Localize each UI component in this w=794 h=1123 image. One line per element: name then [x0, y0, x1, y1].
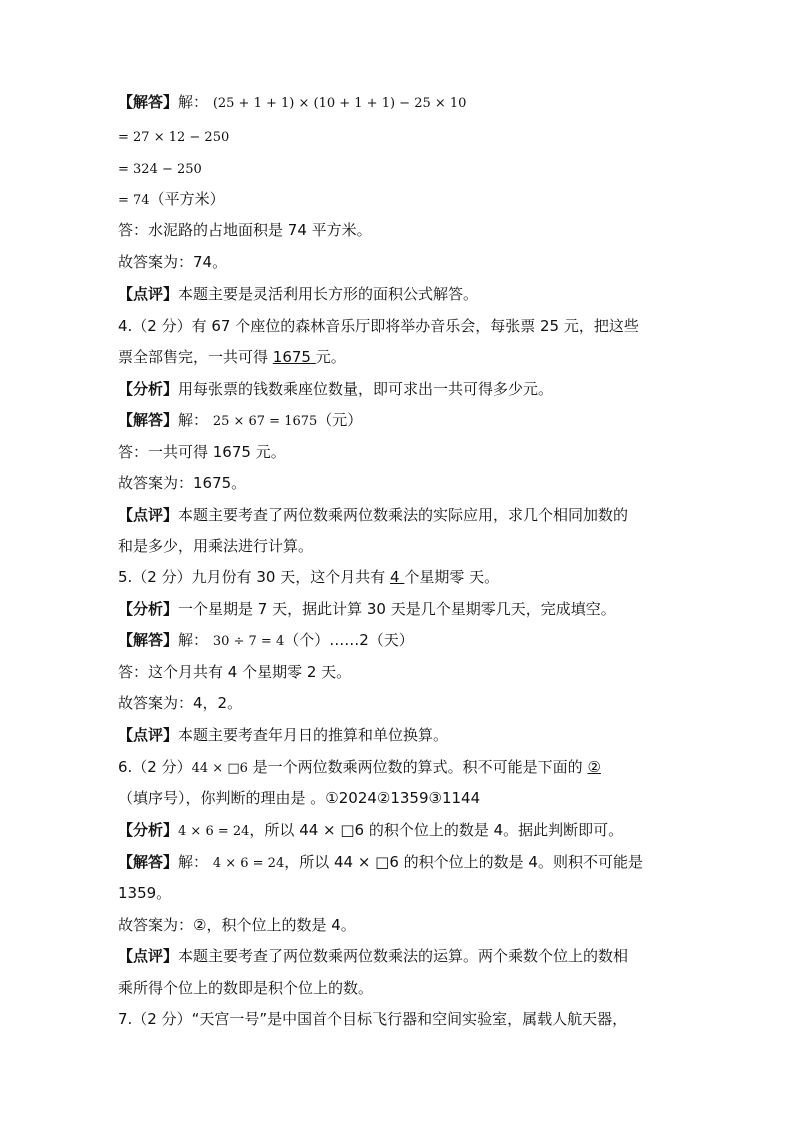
formula-line: = 74（平方米）: [118, 190, 225, 208]
question-4: 4.（2 分）有 67 个座位的森林音乐厅即将举办音乐会，每张票 25 元，把这些: [118, 317, 639, 335]
text-line: 故答案为：74。: [118, 253, 228, 271]
text-line: 故答案为：4，2。: [118, 694, 243, 712]
question-6: 6.（2 分）44 × □6 是一个两位数乘两位数的算式。积不可能是下面的 ②: [118, 758, 601, 776]
comment-line: 【点评】本题主要考查了两位数乘两位数乘法的运算。两个乘数个位上的数相: [118, 947, 629, 965]
text-line: 和是多少，用乘法进行计算。: [118, 537, 314, 555]
text-line: 故答案为：1675。: [118, 474, 247, 492]
text-line: 乘所得个位上的数即是积个位上的数。: [118, 979, 374, 997]
text-line: 票全部售完，一共可得 1675 元。: [118, 348, 346, 366]
analysis-line: 【分析】用每张票的钱数乘座位数量，即可求出一共可得多少元。: [118, 380, 554, 398]
formula-line: = 324 − 250: [118, 162, 202, 177]
answer-blank: 1675: [272, 348, 316, 366]
analysis-line: 【分析】一个星期是 7 天，据此计算 30 天是几个星期零几天，完成填空。: [118, 600, 616, 618]
answer-blank: 4: [390, 568, 405, 586]
answer-line: 【解答】解： 30 ÷ 7 = 4（个）……2（天）: [118, 631, 414, 649]
answer-line: 【解答】解： 25 × 67 = 1675（元）: [118, 411, 363, 429]
text-line: 答：水泥路的占地面积是 74 平方米。: [118, 221, 372, 239]
answer-line: 【解答】解： 4 × 6 = 24，所以 44 × □6 的积个位上的数是 4。则积不可能是: [118, 853, 643, 871]
text-line: 故答案为：②，积个位上的数是 4。: [118, 916, 356, 934]
text-line: 答：一共可得 1675 元。: [118, 443, 286, 461]
question-5: 5.（2 分）九月份有 30 天，这个月共有 4 个星期零 天。: [118, 568, 500, 586]
formula: (25 + 1 + 1) × (10 + 1 + 1) − 25 × 10: [212, 96, 467, 111]
text-line: 1359。: [118, 884, 172, 902]
analysis-line: 【分析】4 × 6 = 24，所以 44 × □6 的积个位上的数是 4。据此判断即可。: [118, 821, 624, 839]
text-line: （填序号），你判断的理由是 。①2024②1359③1144: [118, 789, 481, 807]
comment-line: 【点评】本题主要是灵活利用长方形的面积公式解答。: [118, 285, 479, 303]
text-line: 答：这个月共有 4 个星期零 2 天。: [118, 663, 352, 681]
question-7: 7.（2 分）“天宫一号”是中国首个目标飞行器和空间实验室，属载人航天器，: [118, 1010, 628, 1028]
comment-line: 【点评】本题主要考查了两位数乘两位数乘法的实际应用，求几个相同加数的: [118, 506, 629, 524]
answer-blank: ②: [587, 758, 601, 776]
formula-line: = 27 × 12 − 250: [118, 130, 230, 145]
answer-line: 【解答】解： (25 + 1 + 1) × (10 + 1 + 1) − 25 × 10: [118, 93, 467, 111]
comment-line: 【点评】本题主要考查年月日的推算和单位换算。: [118, 726, 449, 744]
